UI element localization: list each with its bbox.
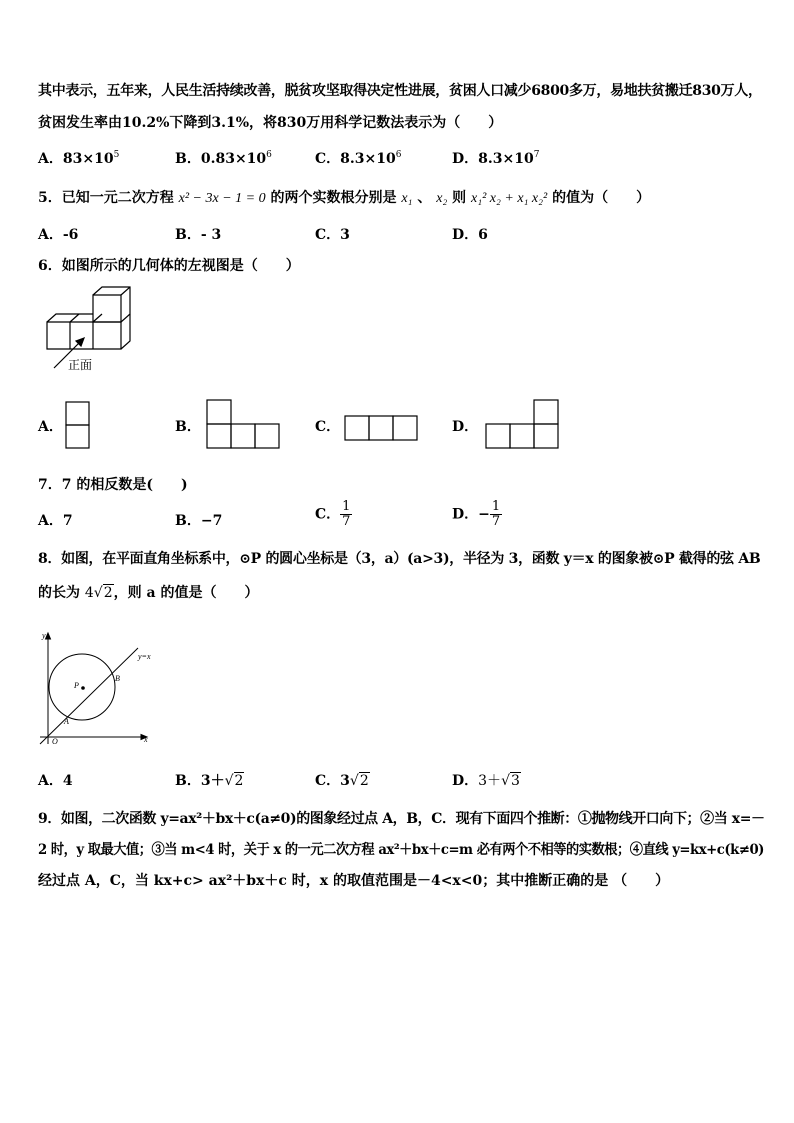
q7-stem: 7．7 的相反数是( )	[38, 477, 188, 493]
q4-option-b[interactable]: B．$0.83\times 10^6$	[175, 150, 272, 167]
q6-option-b-figure	[205, 398, 281, 450]
q3-stem-line1: 其中表示，五年来，人民生活持续改善，脱贫攻坚取得决定性进展，贫困人口减少6800多万，易地扶贫搬迁830万人，	[38, 83, 762, 99]
q8-option-a[interactable]: A．4	[38, 773, 73, 789]
q6-option-a-figure	[64, 400, 92, 452]
q8-stem-line1: 8．如图，在平面直角坐标系中，⊙P 的圆心坐标是（3，a）(a>3)，半径为 3，函数 y＝x 的图象被⊙P 截得的弦 AB	[38, 551, 761, 567]
q4-option-c[interactable]: C．$8.3\times 10^6$	[315, 150, 402, 167]
q6-option-a[interactable]: A．	[38, 419, 63, 435]
q8-option-b[interactable]: B．3＋√2	[175, 773, 244, 789]
q5-option-d[interactable]: D．6	[452, 227, 488, 243]
fig-line-label: y=x	[138, 652, 151, 661]
fig-y-label: y	[42, 631, 46, 640]
q5-option-b[interactable]: B．- 3	[175, 227, 222, 243]
q7-option-c[interactable]: C． $\frac{1}{7}$	[315, 499, 351, 529]
q9-stem-line1: 9．如图，二次函数 y=ax²＋bx＋c(a≠0)的图象经过点 A，B，C．现有下面四个推断：①抛物线开口向下；②当 x=－	[38, 811, 765, 827]
fig-p-label: P	[74, 681, 79, 690]
fig-a-label: A	[64, 717, 69, 726]
q9-stem-line3: 经过点 A，C，当 kx+c> ax²＋bx＋c 时，x 的取值范围是－4<x<0；其中推断正确的是 （ ）	[38, 873, 670, 889]
q5-option-a[interactable]: A．-6	[38, 227, 79, 243]
q8-option-d[interactable]: D．3＋√3	[452, 773, 520, 789]
q9-stem-line2: 2 时，y 取最大值；③当 m<4 时，关于 x 的一元二次方程 ax²＋bx＋c=m 必有两个不相等的实数根；④直线 y=kx+c(k≠0)	[38, 842, 764, 858]
q6-option-d[interactable]: D．	[452, 419, 479, 435]
fig-b-label: B	[115, 674, 120, 683]
q8-stem-line2: 的长为 4√2，则 a 的值是（ ）	[38, 585, 259, 601]
q3-stem-line2: 贫困发生率由10.2%下降到3.1%，将830万用科学记数法表示为（ ）	[38, 115, 503, 131]
q4-option-d[interactable]: D．$8.3\times 10^7$	[452, 150, 540, 167]
q7-option-d[interactable]: D．− $\frac{1}{7}$	[452, 499, 501, 529]
q6-option-c[interactable]: C．	[315, 419, 341, 435]
q6-stem: 6．如图所示的几何体的左视图是（ ）	[38, 258, 300, 274]
q5-stem: 5．已知一元二次方程 x² − 3x − 1 = 0 的两个实数根分别是 x₁ 、 x₂ 则 x₁² x₂ + x₁ x₂² 的值为（ ）	[38, 190, 651, 206]
q6-option-b[interactable]: B．	[175, 419, 201, 435]
q4-option-a[interactable]: A．$83\times 10^5$	[38, 150, 120, 167]
q7-option-a[interactable]: A．7	[38, 513, 73, 529]
q7-option-b[interactable]: B．−7	[175, 513, 223, 529]
q6-option-c-figure	[343, 414, 419, 444]
q6-option-d-figure	[484, 398, 560, 450]
q5-option-c[interactable]: C．3	[315, 227, 350, 243]
q8-option-c[interactable]: C．3√2	[315, 773, 369, 789]
front-label: 正面	[68, 358, 93, 372]
q8-coordinate-figure	[34, 630, 158, 750]
fig-x-label: x	[144, 735, 148, 744]
fig-origin-label: O	[52, 737, 58, 746]
